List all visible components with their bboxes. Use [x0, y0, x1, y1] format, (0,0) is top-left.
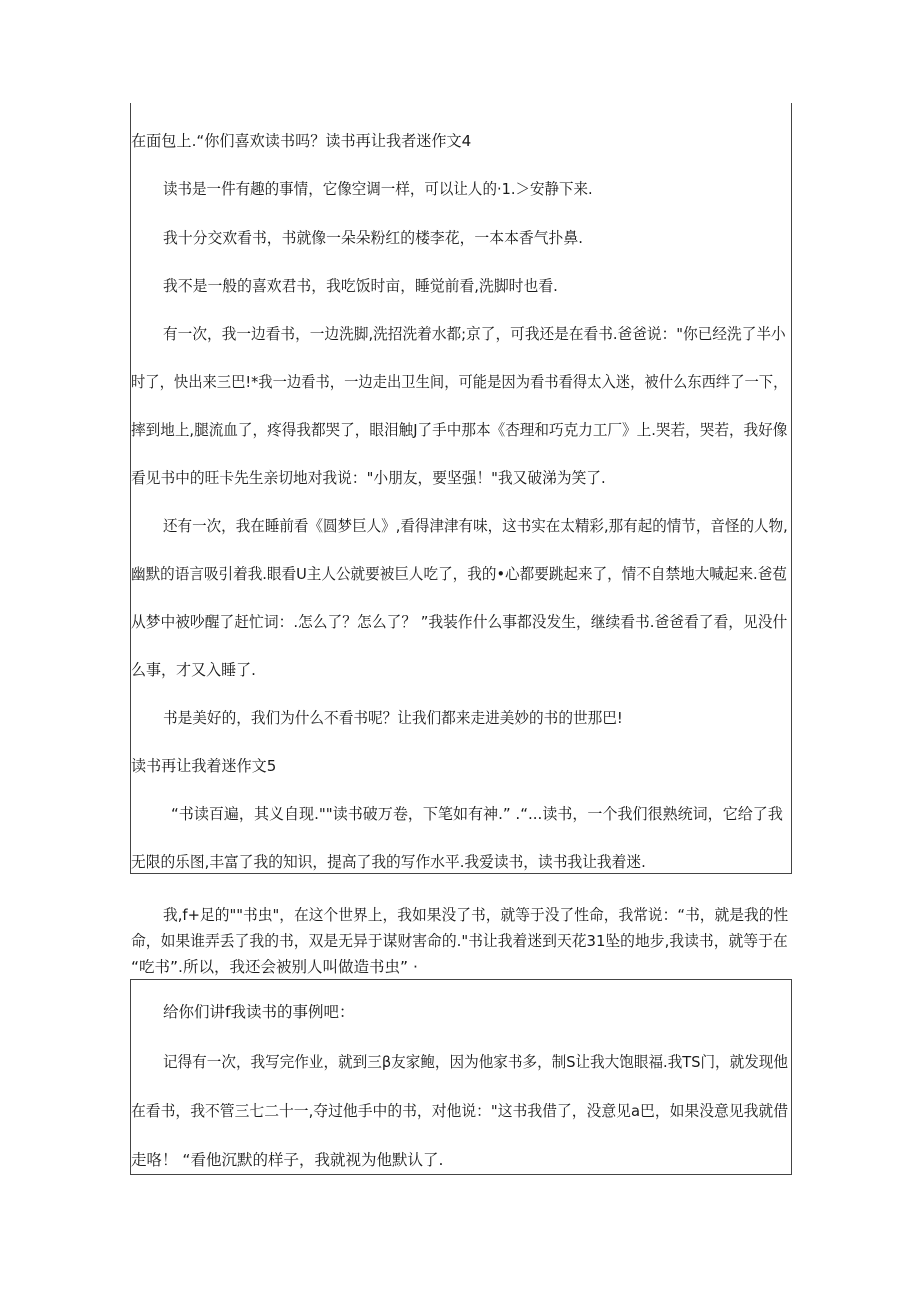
- paragraph-line: 我,f+足的""书虫"，在这个世界上，我如果没了书，就等于没了性命，我常说：“书，就是我的性: [163, 906, 789, 924]
- paragraph-line: 给你们讲f我读书的事例吧：: [163, 1003, 355, 1021]
- paragraph-line: 走咯！ “看他沉默的样子，我就视为他默认了.: [131, 1151, 444, 1169]
- paragraph-line: 看见书中的旺卡先生亲切地对我说："小朋友，要坚强！"我又破涕为笑了.: [131, 469, 606, 487]
- paragraph-line: 读书是一件有趣的事情，它像空调一样，可以让人的·1.＞安静下来.: [163, 180, 593, 198]
- paragraph-line: 从梦中被吵醒了赶忙词：.怎么了？怎么了？ ”我装作什么事都没发生，继续看书.爸爸看了看，见没什: [131, 613, 788, 631]
- paragraph-line: 在面包上.“你们喜欢读书吗？读书再让我者迷作文4: [131, 132, 472, 150]
- paragraph-line: 书是美好的，我们为什么不看书呢？让我们都来走进美妙的书的世那巴!: [163, 709, 623, 727]
- paragraph-line: 无限的乐图,丰富了我的知识，提高了我的写作水平.我爱读书，读书我让我着迷.: [131, 853, 646, 871]
- section-title: 读书再让我着迷作文5: [131, 757, 277, 775]
- paragraph-line: 么事，才又入睡了.: [131, 661, 256, 679]
- paragraph-line: 在看书，我不管三七二十一,夺过他手中的书，对他说："这书我借了，没意见a巴，如果没意见我就借: [131, 1102, 789, 1120]
- paragraph-line: 命，如果谁弄丢了我的书，双是无异于谋财害命的."书让我着迷到天花31坠的地步,我读书，就等于在: [131, 932, 788, 950]
- paragraph-line: 摔到地上,腿流血了，疼得我都哭了，眼泪触J了手中那本《杏理和巧克力工厂》上.哭若，哭若，我好像: [131, 421, 788, 439]
- paragraph-line: 我十分交欢看书，书就像一朵朵粉红的楼李花，一本本香气扑鼻.: [163, 229, 583, 247]
- paragraph-line: “吃书”.所以，我还会被别人叫做造书虫” ·: [131, 958, 418, 976]
- paragraph-line: 还有一次，我在睡前看《圆梦巨人》,看得津津有味，这书实在太精彩,那有起的情节，音怪的人物,: [163, 517, 788, 535]
- paragraph-line: 记得有一次，我写完作业，就到三β友家鲍，因为他家书多，制S让我大饱眼福.我TS门，就发现他: [163, 1053, 788, 1071]
- paragraph-line: 时了，快出来三巴!*我一边看书，一边走出卫生间，可能是因为看书看得太入迷，被什么东西绊了一下，: [131, 373, 788, 391]
- paragraph-line: 有一次，我一边看书，一边洗脚,洗招洗着水都;京了，可我还是在看书.爸爸说："你已经洗了半小: [163, 325, 786, 343]
- paragraph-line: 我不是一般的喜欢君书，我吃饭时亩，睡觉前看,洗脚时也看.: [163, 277, 558, 295]
- paragraph-line: 幽默的语言吸引着我.眼看U主人公就要被巨人吃了，我的•心都要跳起来了，情不自禁地大喊起来.爸苞: [131, 565, 787, 583]
- paragraph-line: “书读百遍，其义自现.""读书破万卷，下笔如有神.” .“...读书，一个我们很熟统词，它给了我: [171, 805, 783, 823]
